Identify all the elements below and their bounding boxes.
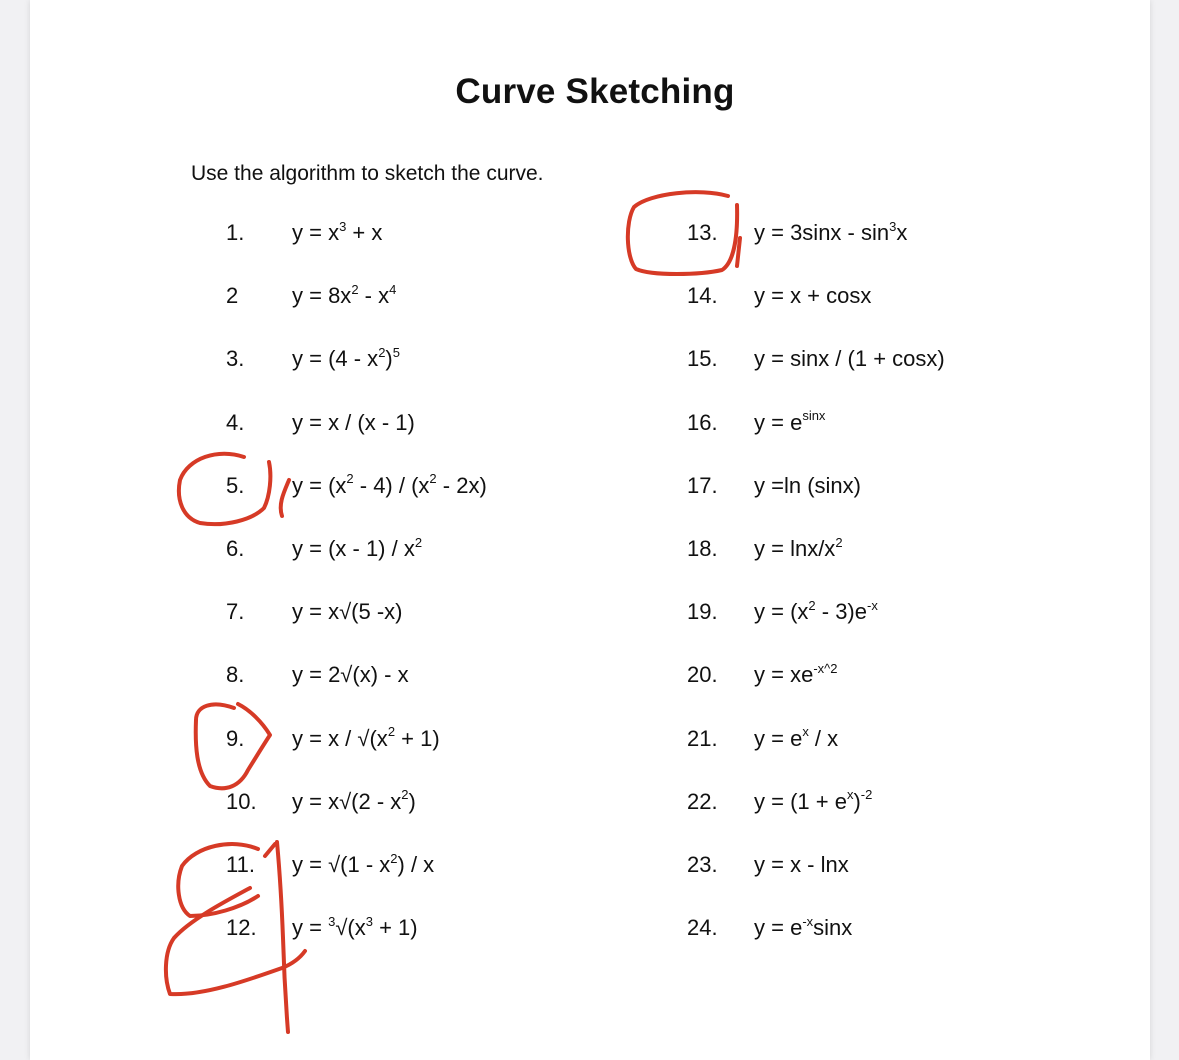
- problem-number: 13.: [687, 220, 718, 245]
- problem-expression: [292, 915, 418, 941]
- expression-text: y = x / √(x: [292, 725, 388, 751]
- expression-text: ) / x: [397, 852, 435, 877]
- superscript: 4: [389, 281, 397, 297]
- problem-number: 18.: [687, 536, 718, 561]
- superscript: 2: [390, 850, 398, 866]
- expression-text: y = e: [754, 915, 803, 941]
- instructions-text: Use the algorithm to sketch the curve.: [191, 162, 544, 185]
- expression-text: y = (x: [754, 599, 809, 625]
- problem-number: 22.: [687, 788, 718, 814]
- problem-expression: [754, 220, 907, 246]
- problem-number: 10.: [226, 788, 257, 814]
- problem-number: 5.: [226, 472, 245, 498]
- expression-text: ): [408, 788, 416, 814]
- expression-text: x: [896, 220, 908, 245]
- worksheet-page: [30, 0, 1150, 1060]
- problem-number: 7.: [226, 599, 245, 625]
- page-title: Curve Sketching: [455, 72, 735, 111]
- superscript: -2: [860, 787, 873, 803]
- problem-expression: [754, 662, 837, 688]
- expression-text: y = (4 - x: [292, 346, 379, 372]
- problem-expression: [754, 410, 825, 436]
- superscript: 2: [351, 281, 359, 297]
- expression-text: y = (x - 1) / x: [292, 536, 415, 561]
- problem-expression: [754, 599, 878, 625]
- expression-text: + 1): [372, 915, 418, 941]
- superscript: 3: [328, 913, 336, 929]
- superscript: -x: [867, 597, 878, 613]
- expression-text: / x: [808, 725, 839, 751]
- expression-text: y = (1 + e: [754, 788, 847, 814]
- problem-number: 17.: [687, 472, 718, 498]
- problem-expression: [292, 346, 400, 372]
- superscript: 3: [339, 218, 347, 234]
- superscript: 5: [392, 345, 400, 361]
- problem-number: 20.: [687, 662, 718, 688]
- problem-expression: [292, 283, 396, 309]
- expression-text: + x: [346, 220, 383, 245]
- problem-expression: [754, 283, 871, 309]
- expression-text: y = lnx/x: [754, 536, 836, 561]
- superscript: 3: [889, 218, 897, 234]
- expression-text: y = x√(2 - x: [292, 788, 402, 814]
- superscript: 2: [414, 534, 423, 550]
- problem-number: 23.: [687, 852, 718, 877]
- expression-text: y = x + cosx: [754, 283, 872, 309]
- problem-expression: [292, 599, 402, 625]
- expression-text: y = e: [754, 409, 803, 435]
- problem-number: 3.: [226, 346, 245, 372]
- expression-text: y = e: [754, 725, 803, 751]
- problem-expression: [754, 473, 861, 499]
- problem-number: 12.: [226, 915, 257, 941]
- superscript: 2: [429, 471, 437, 487]
- problem-expression: [292, 220, 382, 246]
- expression-text: - x: [358, 283, 390, 309]
- superscript: 2: [401, 787, 409, 803]
- expression-text: y = 3sinx - sin: [754, 220, 890, 245]
- expression-text: ): [853, 788, 861, 814]
- expression-text: y = x: [292, 220, 340, 245]
- problem-number: 24.: [687, 915, 718, 941]
- problem-number: 14.: [687, 283, 718, 309]
- superscript: 2: [835, 534, 843, 550]
- problem-number: 21.: [687, 725, 718, 751]
- problem-expression: [292, 789, 416, 815]
- superscript: 2: [808, 597, 816, 613]
- superscript: 2: [387, 724, 396, 740]
- problem-expression: [292, 410, 415, 436]
- expression-text: √(x: [335, 915, 366, 941]
- expression-text: ): [385, 346, 393, 372]
- problem-expression: [754, 346, 945, 372]
- superscript: 2: [378, 345, 386, 361]
- expression-text: sinx: [813, 915, 853, 941]
- problem-number: 19.: [687, 599, 718, 625]
- problem-expression: [754, 789, 872, 815]
- expression-text: y = 8x: [292, 283, 352, 309]
- problem-expression: [754, 536, 843, 562]
- expression-text: y = 2√(x) - x: [292, 662, 409, 688]
- expression-text: - 4) / (x: [353, 472, 430, 498]
- problem-number: 9.: [226, 725, 245, 751]
- expression-text: y = (x: [292, 472, 347, 498]
- expression-text: y = x√(5 -x): [292, 599, 403, 625]
- superscript: 2: [346, 471, 354, 487]
- problem-number: 15.: [687, 346, 718, 372]
- problem-expression: [292, 726, 440, 752]
- problem-number: 1.: [226, 220, 245, 245]
- problem-number: 6.: [226, 536, 245, 561]
- superscript: sinx: [802, 408, 826, 424]
- problem-expression: [292, 536, 422, 562]
- problem-expression: [292, 473, 487, 499]
- problem-expression: [292, 852, 434, 878]
- superscript: -x: [802, 913, 814, 929]
- problem-number: 11.: [226, 852, 255, 877]
- superscript: -x^2: [813, 661, 838, 677]
- expression-text: y = x - lnx: [754, 852, 849, 877]
- expression-text: - 3)e: [815, 599, 867, 625]
- expression-text: y = xe: [754, 662, 814, 688]
- problem-number: 2: [226, 283, 239, 309]
- superscript: x: [846, 787, 854, 803]
- problem-expression: [754, 726, 838, 752]
- expression-text: y = √(1 - x: [292, 852, 391, 877]
- problem-number: 16.: [687, 409, 718, 435]
- superscript: 3: [365, 913, 373, 929]
- expression-text: - 2x): [436, 472, 487, 498]
- expression-text: y =ln (sinx): [754, 472, 861, 498]
- expression-text: y = x / (x - 1): [292, 409, 415, 435]
- problem-number: 4.: [226, 409, 245, 435]
- expression-text: + 1): [395, 725, 440, 751]
- expression-text: y = sinx / (1 + cosx): [754, 346, 945, 372]
- problem-expression: [754, 915, 852, 941]
- superscript: x: [802, 724, 809, 740]
- expression-text: y =: [292, 915, 329, 941]
- problem-expression: [292, 662, 409, 688]
- problem-expression: [754, 852, 849, 878]
- problem-number: 8.: [226, 662, 245, 688]
